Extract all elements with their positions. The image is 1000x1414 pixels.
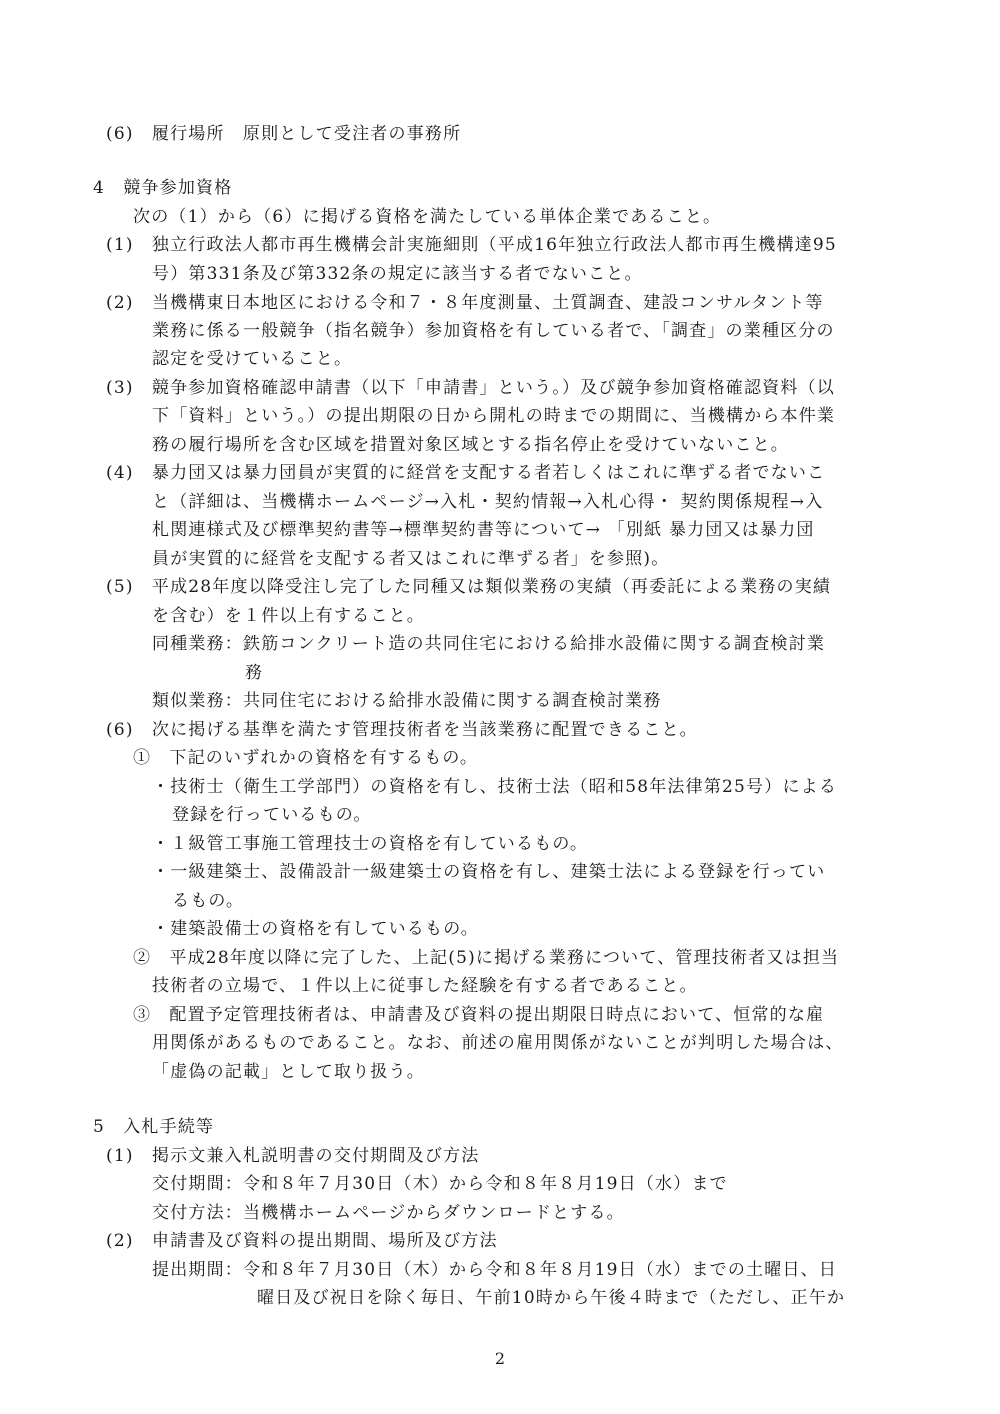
text-line: 同種業務：鉄筋コンクリート造の共同住宅における給排水設備に関する調査検討業 bbox=[152, 634, 826, 654]
text-line: 認定を受けていること。 bbox=[152, 349, 353, 369]
text-line: 用関係があるものであること。なお、前述の雇用関係がないことが判明した場合は、 bbox=[152, 1033, 844, 1053]
page-number: 2 bbox=[494, 1349, 506, 1368]
section-heading: 4 競争参加資格 bbox=[93, 178, 233, 198]
text-line: ・技術士（衛生工学部門）の資格を有し、技術士法（昭和58年法律第25号）による bbox=[152, 777, 838, 797]
text-line: を含む）を１件以上有すること。 bbox=[152, 606, 425, 626]
text-line: (5) 平成28年度以降受注し完了した同種又は類似業務の実績（再委託による業務の実績 bbox=[106, 577, 832, 597]
text-line: (1) 独立行政法人都市再生機構会計実施細則（平成16年独立行政法人都市再生機構達95 bbox=[106, 235, 837, 255]
text-line: 提出期間：令和８年７月30日（木）から令和８年８月19日（水）までの土曜日、日 bbox=[152, 1260, 838, 1280]
text-line: (4) 暴力団又は暴力団員が実質的に経営を支配する者若しくはこれに準ずる者でないこ bbox=[106, 463, 826, 483]
text-line: (2) 当機構東日本地区における令和７・８年度測量、土質調査、建設コンサルタント等 bbox=[106, 293, 824, 313]
section-heading: 5 入札手続等 bbox=[93, 1117, 215, 1137]
text-line: 業務に係る一般競争（指名競争）参加資格を有している者で、「調査」の業種区分の bbox=[152, 321, 835, 341]
text-line: 類似業務：共同住宅における給排水設備に関する調査検討業務 bbox=[152, 691, 662, 711]
text-line: 札関連様式及び標準契約書等→標準契約書等について→ 「別紙 暴力団又は暴力団 bbox=[152, 520, 815, 540]
text-line: るもの。 bbox=[172, 891, 245, 911]
text-line: と（詳細は、当機構ホームページ→入札・契約情報→入札心得・ 契約関係規程→入 bbox=[152, 492, 824, 512]
text-line: 交付期間：令和８年７月30日（木）から令和８年８月19日（水）まで bbox=[152, 1174, 728, 1194]
text-line: ・建築設備士の資格を有しているもの。 bbox=[152, 919, 479, 939]
text-line: (2) 申請書及び資料の提出期間、場所及び方法 bbox=[106, 1231, 498, 1251]
text-line: 曜日及び祝日を除く毎日、午前10時から午後４時まで（ただし、正午か bbox=[257, 1288, 846, 1308]
text-line: 交付方法：当機構ホームページからダウンロードとする。 bbox=[152, 1203, 625, 1223]
text-line: 技術者の立場で、１件以上に従事した経験を有する者であること。 bbox=[152, 976, 698, 996]
text-line: 務の履行場所を含む区域を措置対象区域とする指名停止を受けていないこと。 bbox=[152, 435, 789, 455]
text-line: (6) 次に掲げる基準を満たす管理技術者を当該業務に配置できること。 bbox=[106, 720, 698, 740]
text-line: 務 bbox=[245, 663, 264, 683]
text-line: 登録を行っているもの。 bbox=[172, 805, 372, 825]
text-line: ① 下記のいずれかの資格を有するもの。 bbox=[133, 748, 479, 768]
text-line: (1) 掲示文兼入札説明書の交付期間及び方法 bbox=[106, 1146, 480, 1166]
text-line: 号）第331条及び第332条の規定に該当する者でないこと。 bbox=[152, 264, 643, 284]
text-line: (3) 競争参加資格確認申請書（以下「申請書」という。）及び競争参加資格確認資料（以 bbox=[106, 378, 835, 398]
text-line: ③ 配置予定管理技術者は、申請書及び資料の提出期限日時点において、恒常的な雇 bbox=[133, 1005, 825, 1025]
text-line: 下「資料」という。）の提出期限の日から開札の時までの期間に、当機構から本件業 bbox=[152, 406, 836, 426]
text-line: 次の（1）から（6）に掲げる資格を満たしている単体企業であること。 bbox=[133, 207, 722, 227]
text-line: ② 平成28年度以降に完了した、上記(5)に掲げる業務について、管理技術者又は担当 bbox=[133, 948, 840, 968]
text-line: ・一級建築士、設備設計一級建築士の資格を有し、建築士法による登録を行ってい bbox=[152, 862, 826, 882]
text-line: 「虚偽の記載」として取り扱う。 bbox=[152, 1062, 425, 1082]
text-line: (6) 履行場所 原則として受注者の事務所 bbox=[106, 124, 462, 144]
text-line: ・１級管工事施工管理技士の資格を有しているもの。 bbox=[152, 834, 589, 854]
text-line: 員が実質的に経営を支配する者又はこれに準ずる者」を参照)。 bbox=[152, 549, 670, 569]
